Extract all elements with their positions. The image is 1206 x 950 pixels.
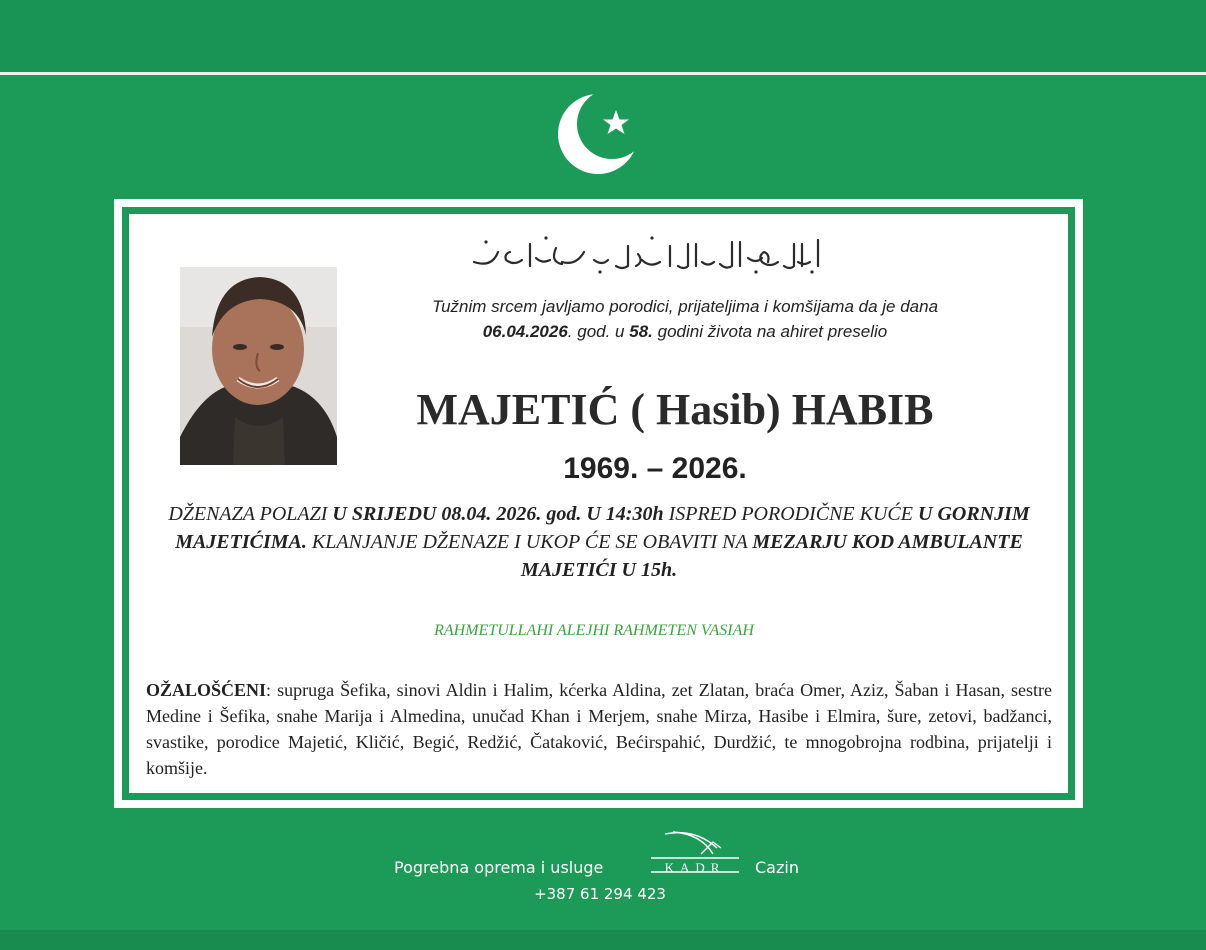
- deceased-portrait: [180, 267, 337, 465]
- funeral-date-time: U SRIJEDU 08.04. 2026. god. U 14:30h: [332, 503, 664, 525]
- life-years: 1969. – 2026.: [563, 452, 747, 485]
- crescent-star-icon: [552, 88, 644, 180]
- announcement-line-1: Tužnim srcem javljamo porodici, prijateljima i komšijama da je dana: [431, 297, 939, 316]
- footer-service: Pogrebna oprema i usluge: [394, 858, 604, 877]
- arabic-calligraphy: [460, 232, 830, 280]
- mourners-text: : supruga Šefika, sinovi Aldin i Halim, kćerka Aldina, zet Zlatan, braća Omer, Aziz, Šaban i Hasan, sestre Medine i Šefika, snahe Marija i Almedina, unučad Khan i Merjem, snahe Mirza, Hasibe i Elmira, šure, zetovi, badžanci, svastike, porodice Majetić, Kličić, Begić, Redžić, Čataković, Bećirspahić, Durdžić, te mnogobrojna rodbina, prijatelji i komšije.: [146, 680, 1052, 778]
- prayer-line: RAHMETULLAHI ALEJHI RAHMETEN VASIAH: [434, 622, 754, 639]
- announcement-mid: . god. u: [567, 322, 625, 341]
- footer-phone: +387 61 294 423: [534, 885, 666, 903]
- top-band: [0, 0, 1206, 72]
- announcement-end: godini života na ahiret preselio: [657, 322, 888, 341]
- mourners-label: OŽALOŠĆENI: [146, 680, 267, 700]
- deceased-name: MAJETIĆ ( Hasib) HABIB: [416, 385, 934, 434]
- funeral-text-2: ISPRED PORODIČNE KUĆE: [668, 503, 913, 525]
- bottom-band: [0, 930, 1206, 950]
- footer-brand: KADR: [664, 860, 726, 875]
- funeral-location: U GORNJIM MAJETIĆIMA.: [175, 503, 1030, 553]
- mourners-list: [146, 677, 1052, 781]
- burial-location: MEZARJU KOD AMBULANTE MAJETIĆI U 15h.: [520, 531, 1023, 581]
- death-date: 06.04.2026: [482, 322, 568, 341]
- funeral-text-1: DŽENAZA POLAZI: [168, 503, 328, 525]
- footer-city: Cazin: [755, 858, 799, 877]
- announcement-line-2: [345, 319, 1025, 344]
- announcement-text: [345, 294, 1025, 344]
- age: 58.: [629, 322, 653, 341]
- top-divider: [0, 72, 1206, 75]
- funeral-details: [140, 500, 1058, 584]
- funeral-text-3: KLANJANJE DŽENAZE I UKOP ĆE SE OBAVITI NA: [311, 531, 748, 553]
